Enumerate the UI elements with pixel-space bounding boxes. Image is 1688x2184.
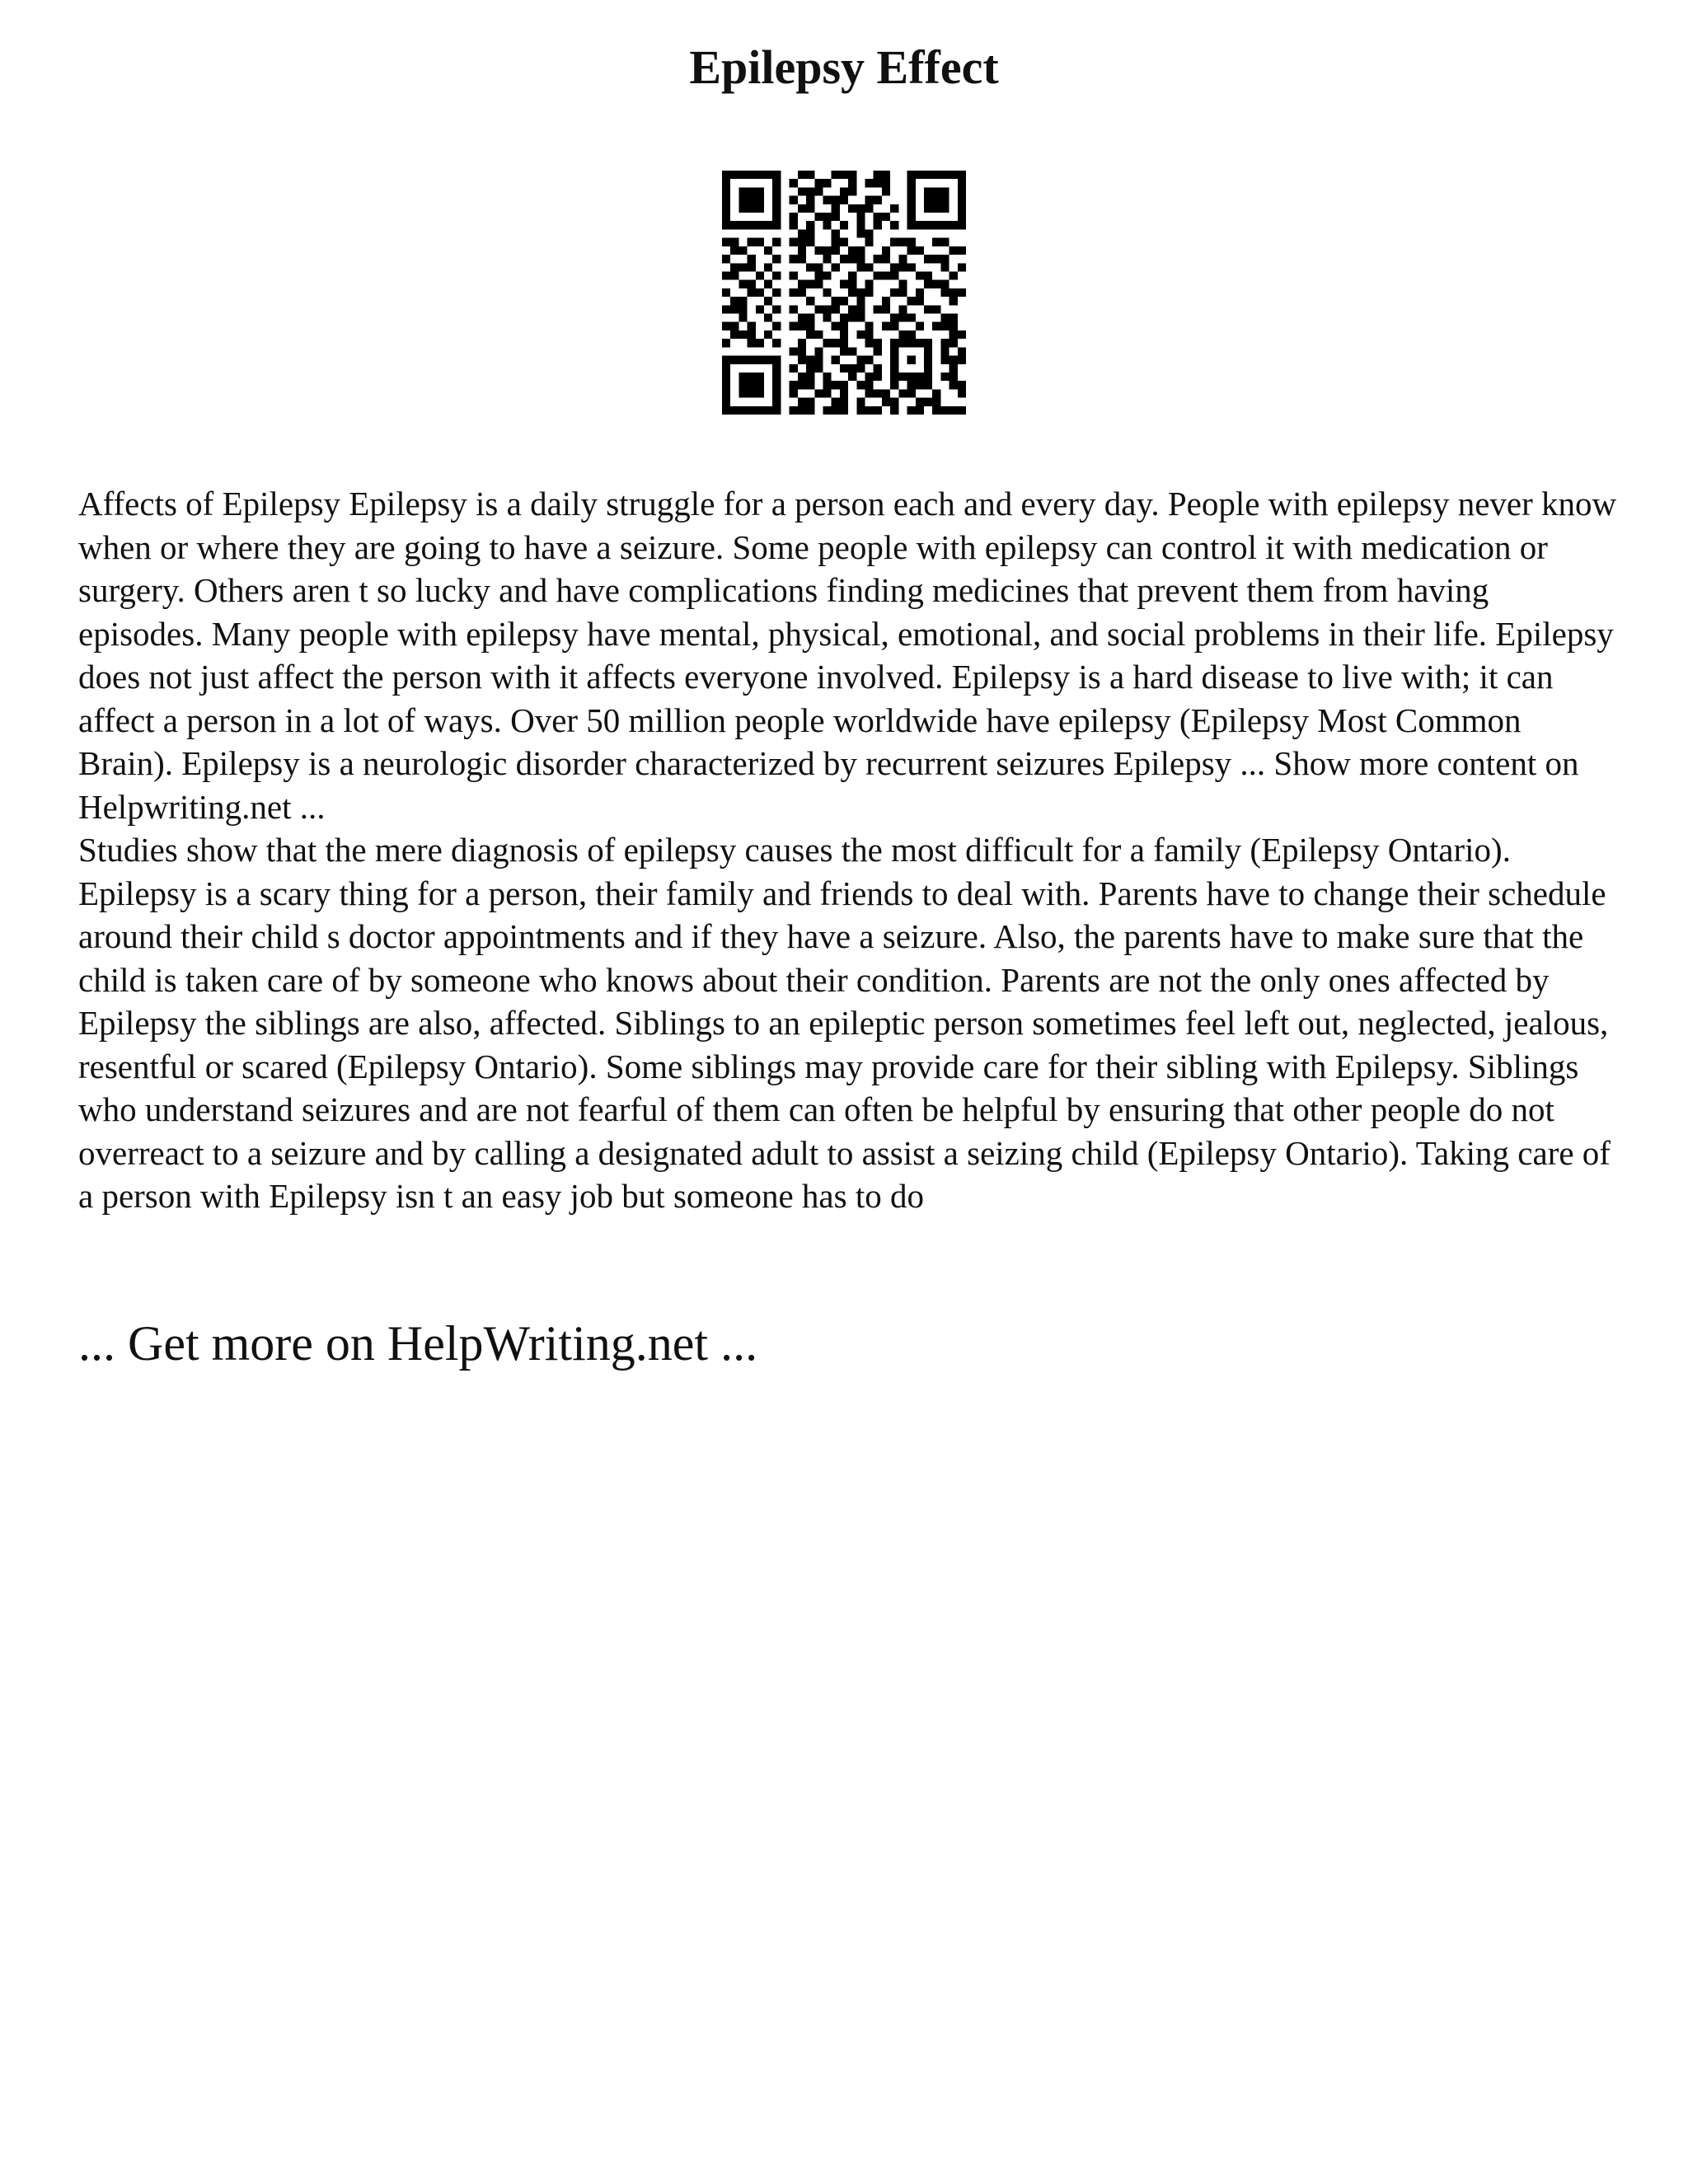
paragraph-1: Affects of Epilepsy Epilepsy is a daily struggle for a person each and every day. People with epilepsy never know when or where they are going to have a seizure. Some people with epilepsy can control it with medication or surgery. Others aren t so lucky and have complications finding medicines that prevent them from having episodes. Many people with epilepsy have mental, physical, emotional, and social problems in their life. Epilepsy does not just affect the person with it affects everyone involved. Epilepsy is a hard disease to live with; it can affect a person in a lot of ways. Over 50 million people worldwide have epilepsy (Epilepsy Most Common Brain). Epilepsy is a neurologic disorder characterized by recurrent seizures Epilepsy ... Show more content on Helpwriting.net ... bbox=[78, 485, 1617, 826]
page-title: Epilepsy Effect bbox=[689, 40, 999, 94]
get-more-link[interactable]: ... Get more on HelpWriting.net ... bbox=[78, 1316, 758, 1371]
qr-code bbox=[722, 171, 966, 415]
body-text bbox=[78, 482, 1620, 1218]
paragraph-2: Studies show that the mere diagnosis of epilepsy causes the most difficult for a family (Epilepsy Ontario). Epilepsy is a scary thing for a person, their family and friends to deal with. Parents have to change their schedule around their child s doctor appointments and if they have a seizure. Also, the parents have to make sure that the child is taken care of by someone who knows about their condition. Parents are not the only ones affected by Epilepsy the siblings are also, affected. Siblings to an epileptic person sometimes feel left out, neglected, jealous, resentful or scared (Epilepsy Ontario). Some siblings may provide care for their sibling with Epilepsy. Siblings who understand seizures and are not fearful of them can often be helpful by ensuring that other people do not overreact to a seizure and by calling a designated adult to assist a seizing child (Epilepsy Ontario). Taking care of a person with Epilepsy isn t an easy job but someone has to do bbox=[78, 831, 1611, 1215]
